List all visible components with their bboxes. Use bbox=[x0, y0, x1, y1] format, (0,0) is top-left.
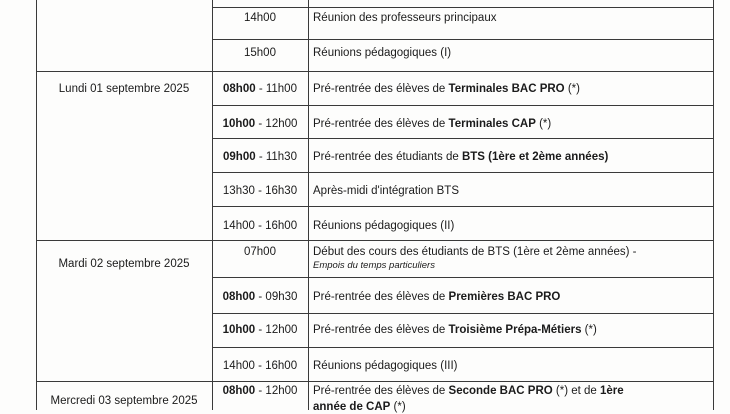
activity-cell bbox=[313, 323, 713, 337]
time-cell bbox=[212, 150, 308, 164]
activity-text: Après-midi d'intégration BTS bbox=[313, 185, 460, 197]
time-range: 14h00 bbox=[244, 12, 276, 24]
time-cell bbox=[212, 11, 308, 25]
row-separator bbox=[212, 138, 714, 139]
activity-bold-text: Terminales CAP bbox=[448, 118, 536, 130]
row-separator bbox=[212, 39, 714, 40]
activity-cell bbox=[313, 359, 713, 373]
row-separator bbox=[212, 206, 714, 207]
activity-bold-text: BTS (1ère et 2ème années) bbox=[461, 151, 609, 163]
activity-bold-text: 1ère bbox=[600, 385, 624, 397]
time-cell bbox=[212, 46, 308, 60]
time-range: 15h00 bbox=[244, 47, 276, 59]
activity-cell bbox=[313, 245, 713, 259]
time-cell bbox=[212, 184, 308, 198]
activity-text: Réunions pédagogiques (III) bbox=[313, 360, 458, 372]
activity-bold-text: Troisième Prépa-Métiers bbox=[448, 324, 582, 336]
time-range: - 12h00 bbox=[255, 324, 298, 336]
activity-text: Réunion des professeurs principaux bbox=[313, 12, 497, 24]
activity-cell bbox=[313, 46, 713, 60]
time-range: - 12h00 bbox=[255, 118, 298, 130]
activity-text: Pré-rentrée des élèves de bbox=[313, 291, 449, 303]
time-range: - 11h30 bbox=[255, 151, 297, 163]
day-label: Lundi 01 septembre 2025 bbox=[58, 83, 190, 95]
row-separator bbox=[212, 313, 714, 314]
activity-note: Empois du temps particuliers bbox=[313, 260, 435, 271]
day-separator bbox=[36, 71, 714, 72]
time-cell bbox=[212, 82, 308, 96]
time-range: 14h00 - 16h00 bbox=[222, 360, 298, 372]
time-range: 14h00 - 16h00 bbox=[222, 220, 298, 232]
row-separator bbox=[212, 277, 714, 278]
time-cell bbox=[212, 245, 308, 259]
activity-cell bbox=[313, 184, 713, 198]
activity-text: Pré-rentrée des élèves de bbox=[313, 118, 449, 130]
activity-cell bbox=[313, 82, 713, 96]
table-border-day bbox=[212, 0, 213, 410]
time-cell bbox=[212, 323, 308, 337]
time-range: - 09h30 bbox=[255, 291, 298, 303]
activity-text: Pré-rentrée des élèves de bbox=[313, 324, 449, 336]
activity-bold-text: année de CAP bbox=[313, 401, 391, 413]
activity-text: (*) bbox=[535, 118, 552, 130]
table-border-time bbox=[308, 0, 309, 410]
activity-cell-continued bbox=[313, 400, 713, 414]
time-start: 08h00 bbox=[222, 291, 256, 303]
time-cell bbox=[212, 219, 308, 233]
time-range: - 11h00 bbox=[255, 83, 297, 95]
table-border-right bbox=[713, 0, 714, 410]
activity-text: Pré-rentrée des élèves de bbox=[313, 385, 449, 397]
row-separator bbox=[212, 347, 714, 348]
activity-text: Réunions pédagogiques (I) bbox=[313, 47, 452, 59]
activity-cell bbox=[313, 219, 713, 233]
time-start: 10h00 bbox=[222, 118, 256, 130]
activity-cell bbox=[313, 384, 713, 398]
activity-bold-text: Seconde BAC PRO bbox=[448, 385, 553, 397]
activity-text: (*) et de bbox=[552, 385, 601, 397]
time-start: 08h00 bbox=[223, 83, 256, 95]
row-separator bbox=[212, 172, 714, 173]
activity-cell bbox=[313, 150, 713, 164]
day-label: Mercredi 03 septembre 2025 bbox=[50, 395, 198, 407]
time-start: 09h00 bbox=[223, 151, 256, 163]
time-cell bbox=[212, 384, 308, 398]
day-separator bbox=[36, 381, 714, 382]
day-label: Mardi 02 septembre 2025 bbox=[58, 258, 190, 270]
time-range: 13h30 - 16h30 bbox=[222, 185, 298, 197]
activity-text: (*) bbox=[564, 83, 580, 95]
activity-text: Réunions pédagogiques (II) bbox=[313, 220, 455, 232]
activity-text: (*) bbox=[581, 324, 597, 336]
activity-bold-text: Premières BAC PRO bbox=[448, 291, 561, 303]
time-cell bbox=[212, 359, 308, 373]
row-separator bbox=[212, 105, 714, 106]
activity-cell bbox=[313, 11, 713, 25]
activity-cell bbox=[313, 117, 713, 131]
time-range: - 12h00 bbox=[255, 385, 298, 397]
day-separator bbox=[36, 240, 714, 241]
activity-text: Pré-rentrée des étudiants de bbox=[313, 151, 462, 163]
time-cell bbox=[212, 290, 308, 304]
time-start: 08h00 bbox=[222, 385, 256, 397]
time-start: 10h00 bbox=[222, 324, 256, 336]
time-range: 07h00 bbox=[244, 246, 276, 258]
activity-bold-text: Terminales BAC PRO bbox=[448, 83, 565, 95]
row-separator bbox=[212, 7, 714, 8]
table-border-left bbox=[36, 0, 37, 410]
activity-text: Pré-rentrée des élèves de bbox=[313, 83, 449, 95]
time-cell bbox=[212, 117, 308, 131]
activity-cell bbox=[313, 290, 713, 304]
activity-text: (*) bbox=[390, 401, 406, 413]
activity-text: Début des cours des étudiants de BTS (1ère et 2ème années) - bbox=[313, 246, 637, 258]
